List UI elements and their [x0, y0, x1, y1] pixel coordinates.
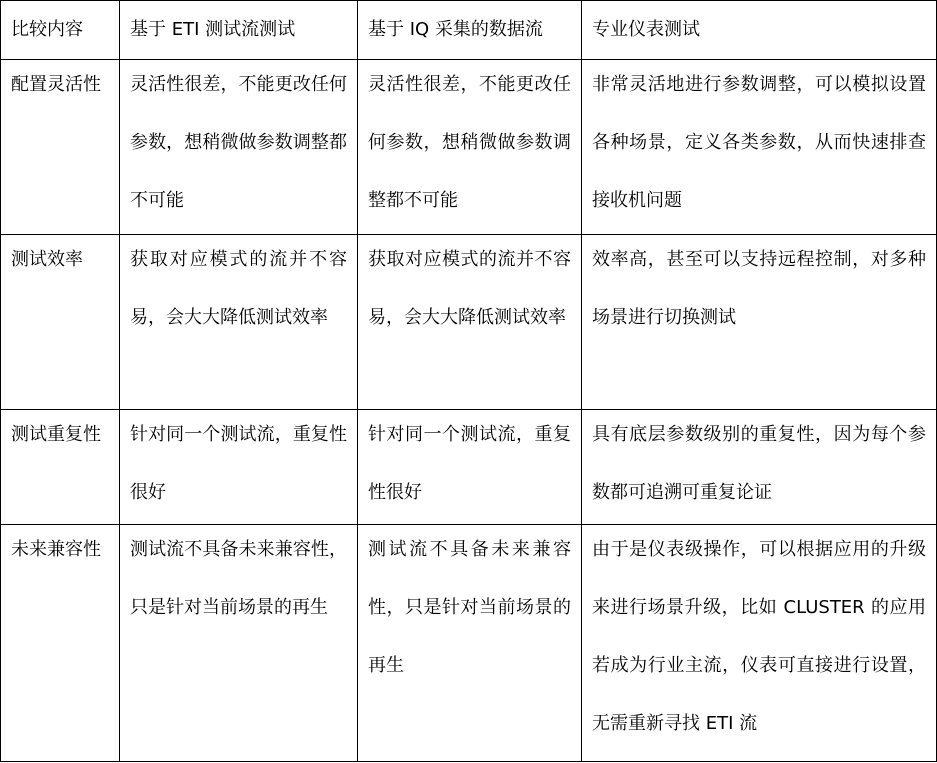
header-cell-compare [1, 1, 120, 60]
row-label: 未来兼容性 [11, 539, 101, 560]
pro-cell [582, 235, 937, 410]
row-label: 测试效率 [11, 249, 83, 270]
header-cell-iq [358, 1, 582, 60]
row-label-cell [1, 60, 120, 235]
header-text: 基于 ETI 测试流测试 [130, 19, 296, 40]
cell-text: 针对同一个测试流，重复性很好 [368, 424, 571, 503]
row-label-cell [1, 525, 120, 762]
cell-text: 效率高，甚至可以支持远程控制，对多种场景进行切换测试 [592, 249, 926, 328]
cell-text: 灵活性很差，不能更改任何参数，想稍微做参数调整都不可能 [368, 74, 571, 211]
cell-text: 获取对应模式的流并不容易，会大大降低测试效率 [368, 249, 571, 328]
cell-text: 获取对应模式的流并不容易，会大大降低测试效率 [130, 249, 347, 328]
table-row [1, 410, 937, 525]
row-label-cell [1, 235, 120, 410]
row-label: 测试重复性 [11, 424, 101, 445]
pro-cell [582, 525, 937, 762]
header-text: 比较内容 [11, 19, 83, 40]
iq-cell [358, 60, 582, 235]
cell-text: 由于是仪表级操作，可以根据应用的升级来进行场景升级，比如 CLUSTER 的应用若成为行业主流，仪表可直接进行设置，无需重新寻找 ETI 流 [592, 539, 926, 734]
table-row [1, 525, 937, 762]
cell-text: 测试流不具备未来兼容性，只是针对当前场景的再生 [130, 539, 347, 618]
cell-text: 非常灵活地进行参数调整，可以模拟设置各种场景，定义各类参数，从而快速排查接收机问题 [592, 74, 926, 211]
table-row [1, 60, 937, 235]
iq-cell [358, 525, 582, 762]
pro-cell [582, 410, 937, 525]
header-cell-eti [120, 1, 358, 60]
cell-text: 具有底层参数级别的重复性，因为每个参数都可追溯可重复论证 [592, 424, 926, 503]
eti-cell [120, 235, 358, 410]
iq-cell [358, 410, 582, 525]
table-header-row [1, 1, 937, 60]
header-text: 专业仪表测试 [592, 19, 700, 40]
cell-text: 灵活性很差，不能更改任何参数，想稍微做参数调整都不可能 [130, 74, 347, 211]
table-row [1, 235, 937, 410]
cell-text: 针对同一个测试流，重复性很好 [130, 424, 347, 503]
header-cell-pro [582, 1, 937, 60]
header-text: 基于 IQ 采集的数据流 [368, 19, 543, 40]
eti-cell [120, 60, 358, 235]
cell-text: 测试流不具备未来兼容性，只是针对当前场景的再生 [368, 539, 571, 676]
iq-cell [358, 235, 582, 410]
pro-cell [582, 60, 937, 235]
eti-cell [120, 525, 358, 762]
row-label: 配置灵活性 [11, 74, 101, 95]
row-label-cell [1, 410, 120, 525]
eti-cell [120, 410, 358, 525]
